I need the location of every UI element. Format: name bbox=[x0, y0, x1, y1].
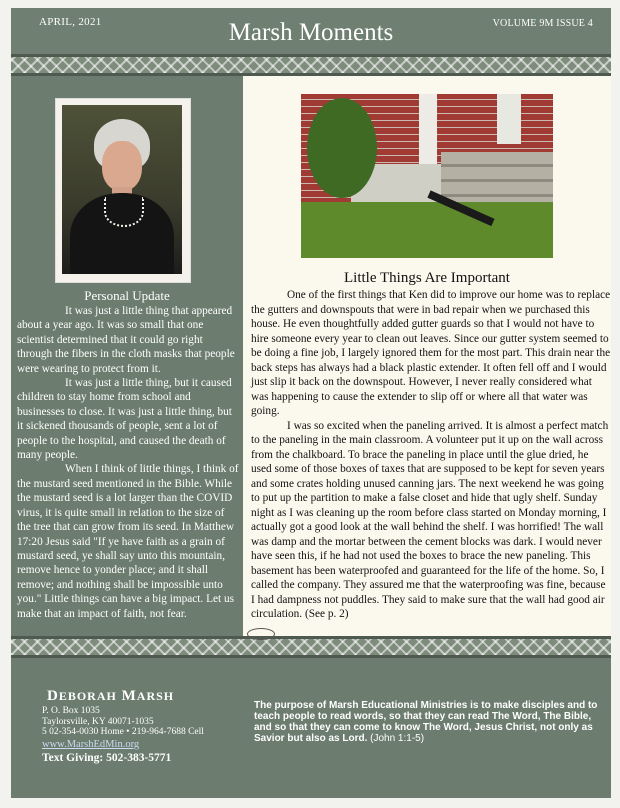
downspout-photo bbox=[301, 94, 553, 258]
article-title: Little Things Are Important bbox=[344, 270, 510, 286]
article-column bbox=[243, 76, 611, 636]
purpose-reference: (John 1:1-5) bbox=[370, 733, 425, 744]
footer bbox=[11, 658, 611, 798]
personal-update-body bbox=[17, 304, 239, 621]
photo-door bbox=[497, 94, 521, 144]
decorative-band-bottom bbox=[11, 636, 611, 658]
photo-shrub bbox=[307, 98, 377, 198]
personal-update-title: Personal Update bbox=[84, 288, 170, 303]
name-initial: D bbox=[47, 688, 59, 704]
address-line: Taylorsville, KY 40071-1035 bbox=[42, 716, 154, 727]
issue-date: APRIL, 2021 bbox=[39, 16, 102, 28]
photo-necklace bbox=[104, 197, 144, 227]
article-paragraph: One of the first things that Ken did to improve our home was to replace the gutters and downspouts that were in bad repair when we purchased this house. He even thoughtfully added gutter guards so that I would not have to hire someone every year to clean out leaves. Since our gutter system seemed to be doing a fine job, I largely ignored them for the most part. This drain near the back steps has always had a black plastic extender. It often fell off and I would just slip it back on the downspout. However, I never really considered what was happening to cause the extender to slip off or where all that water was going. bbox=[251, 289, 611, 417]
personal-update-paragraph: It was just a little thing, but it caused children to stay home from school and businesses to close. It was just a little thing, but it sickened thousands of people, sent a lot of people to the hospital, and caused the death of many people. bbox=[17, 377, 232, 462]
purpose-text: The purpose of Marsh Educational Ministries is to make disciples and to teach people to read words, so that they can read The Word, The Bible, and so that they can come to know The Word, Jesus Christ, not only as Savior but also as Lord. bbox=[254, 700, 598, 744]
ministry-contact-name bbox=[47, 688, 174, 705]
name-rest: EBORAH bbox=[58, 689, 117, 703]
mailing-address bbox=[42, 706, 204, 738]
article-paragraph: I was so excited when the paneling arrived. It is almost a perfect match to the paneling in the main classroom. A volunteer put it up on the wall across from the chalkboard. To brace the paneling in place until the glue dried, he used some of those boxes of taxes that are supposed to be kept for seven years and some crates holding unused canning jars. The next weekend he was going to put up the partition to make a false closet and hide that ugly shelf. Sunday night as I was cleaning up the room before class started on Monday morning, I actually got a good look at the wall behind the shelf. I was horrified! The wall was damp and the mortar between the cement blocks was dark. I would never have seen this, if he had not used the boxes to brace the new paneling. This basement has been waterproofed and guaranteed for the life of the home. So, I called the company. They assured me that the waterproofing was fine, because I had dampness not puddles. They said to make sure that the wall had good air circulation. (See p. 2) bbox=[251, 419, 609, 620]
address-line: P. O. Box 1035 bbox=[42, 706, 100, 716]
ornament-knot-icon bbox=[247, 628, 275, 640]
author-photo bbox=[62, 105, 182, 274]
newsletter-page bbox=[11, 8, 611, 798]
name-initial: M bbox=[121, 688, 137, 704]
text-giving: Text Giving: 502-383-5771 bbox=[42, 752, 172, 764]
article-body bbox=[251, 288, 611, 622]
masthead bbox=[11, 8, 611, 54]
decorative-band-top bbox=[11, 54, 611, 76]
photo-face bbox=[102, 141, 142, 191]
address-line: 5 02-354-0030 Home • 219-964-7688 Cell bbox=[42, 727, 204, 737]
newsletter-title: Marsh Moments bbox=[228, 19, 394, 46]
website-link[interactable]: www.MarshEdMin.org bbox=[42, 739, 140, 750]
personal-update-paragraph: It was just a little thing that appeared about a year ago. It was so small that one scientist determined that it could go right through the fibers in the cloth masks that people were wearing to protect from it. bbox=[17, 305, 235, 375]
personal-update-paragraph: When I think of little things, I think of the mustard seed mentioned in the Bible. While the mustard seed is a lot larger than the COVID virus, it is quite small in relation to the size of the tree that can grow from its seed. In Matthew 17:20 Jesus said "If ye have faith as a grain of mustard seed, ye shall say unto this mountain, remove hence to yonder place; and it shall remove; and nothing shall be impossible unto you." Little things can have a big impact. Let us make that an impact of faith, not fear. bbox=[17, 463, 239, 620]
author-photo-frame bbox=[55, 98, 191, 283]
photo-grass bbox=[301, 202, 553, 258]
volume-issue: VOLUME 9M ISSUE 4 bbox=[492, 18, 593, 29]
name-rest: ARSH bbox=[136, 689, 175, 703]
purpose-statement bbox=[254, 700, 604, 744]
personal-update-column bbox=[11, 76, 243, 636]
